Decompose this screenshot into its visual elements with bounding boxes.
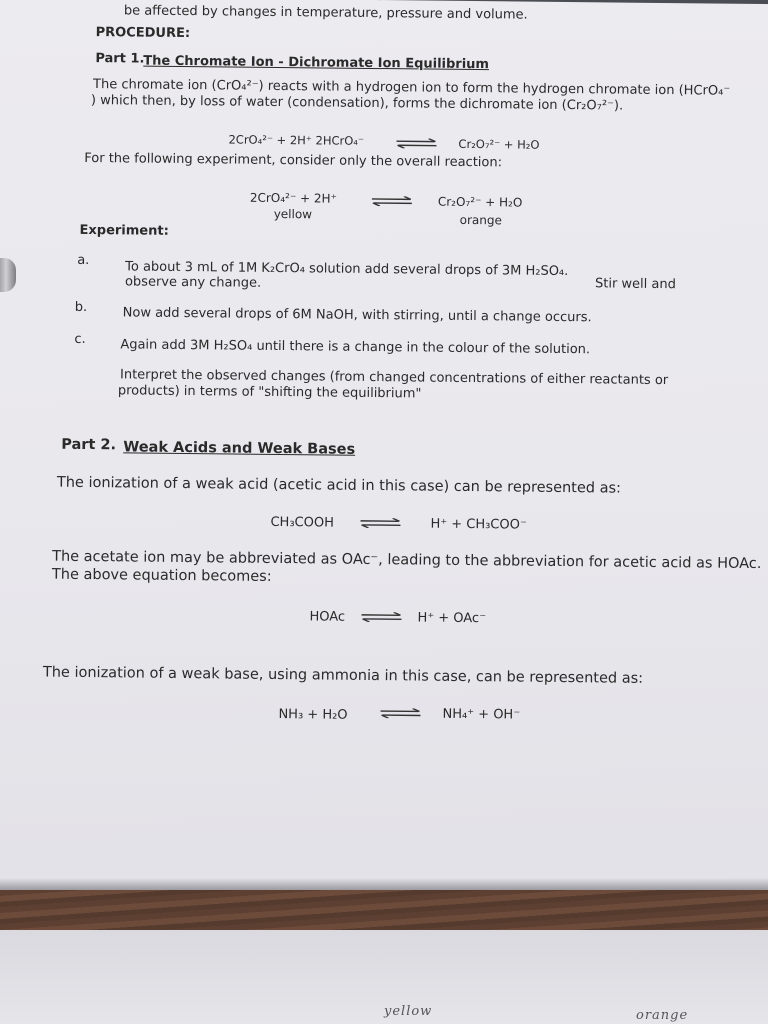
equilibrium-arrows-icon	[359, 612, 403, 622]
weak-base-intro: The ionization of a weak base, using ammonia in this case, can be represented as:	[42, 664, 644, 687]
step-c-label: c.	[74, 331, 86, 347]
hoac-equation-right: H⁺ + OAc⁻	[417, 610, 487, 627]
wooden-table-strip	[0, 890, 768, 930]
step-c-text: Again add 3M H₂SO₄ until there is a change in the colour of the solution.	[120, 337, 591, 358]
experiment-heading: Experiment:	[79, 222, 169, 239]
step-a-label: a.	[77, 252, 90, 269]
weak-acid-intro: The ionization of a weak acid (acetic acid in this case) can be represented as:	[56, 474, 622, 497]
equation-2-left: 2CrO₄²⁻ + 2H⁺	[249, 190, 338, 206]
equilibrium-arrows-icon	[370, 196, 414, 206]
step-a-line1: To about 3 mL of 1M K₂CrO₄ solution add several drops of 3M H₂SO₄.	[125, 259, 569, 280]
part1-paragraph-line1: The chromate ion (CrO₄²⁻) reacts with a hydrogen ion to form the hydrogen chromate ion (HCrO₄⁻	[92, 77, 731, 99]
base-equation-left: NH₃ + H₂O	[278, 707, 348, 723]
part1-paragraph-line2: ) which then, by loss of water (condensation), forms the dichromate ion (Cr₂O₇²⁻).	[90, 93, 624, 114]
equation-2-yellow-label: yellow	[273, 206, 313, 222]
equilibrium-arrows-icon	[378, 708, 422, 718]
equilibrium-arrows-icon	[358, 518, 402, 528]
top-partial-line: be affected by changes in temperature, pressure and volume.	[123, 3, 528, 23]
second-sheet	[0, 930, 768, 1024]
procedure-heading: PROCEDURE:	[95, 25, 191, 42]
acetate-line1: The acetate ion may be abbreviated as OAc⁻, leading to the abbreviation for acetic acid as HOAc.	[52, 548, 762, 573]
step-a-stir: Stir well and	[594, 276, 676, 293]
handwritten-yellow: yellow	[384, 1004, 433, 1019]
equation-2-orange-label: orange	[459, 212, 502, 228]
acid-equation-right: H⁺ + CH₃COO⁻	[430, 516, 527, 533]
part1-label: Part 1.	[95, 51, 145, 67]
part1-title: The Chromate Ion - Dichromate Ion Equilibrium	[143, 53, 490, 73]
acid-equation-left: CH₃COOH	[270, 514, 334, 531]
consider-overall-reaction: For the following experiment, consider only the overall reaction:	[84, 150, 503, 171]
equilibrium-arrows-icon	[394, 138, 438, 148]
equation-1-right: Cr₂O₇²⁻ + H₂O	[458, 136, 540, 152]
step-a-line2: observe any change.	[124, 274, 262, 291]
part2-title: Weak Acids and Weak Bases	[123, 439, 356, 458]
equation-1-left: 2CrO₄²⁻ + 2H⁺ 2HCrO₄⁻	[228, 132, 365, 148]
step-b-label: b.	[74, 299, 88, 315]
part2-label: Part 2.	[61, 436, 117, 454]
handwritten-orange: orange	[636, 1008, 689, 1023]
pencil-clip-icon	[0, 258, 16, 292]
base-equation-right: NH₄⁺ + OH⁻	[442, 706, 521, 723]
step-b-text: Now add several drops of 6M NaOH, with stirring, until a change occurs.	[122, 305, 592, 326]
hoac-equation-left: HOAc	[309, 609, 346, 625]
interpret-line1: Interpret the observed changes (from changed concentrations of either reactants or	[119, 367, 669, 389]
equation-2-right: Cr₂O₇²⁻ + H₂O	[437, 194, 523, 210]
interpret-line2: products) in terms of "shifting the equilibrium"	[117, 383, 422, 402]
acetate-line2: The above equation becomes:	[51, 566, 272, 585]
